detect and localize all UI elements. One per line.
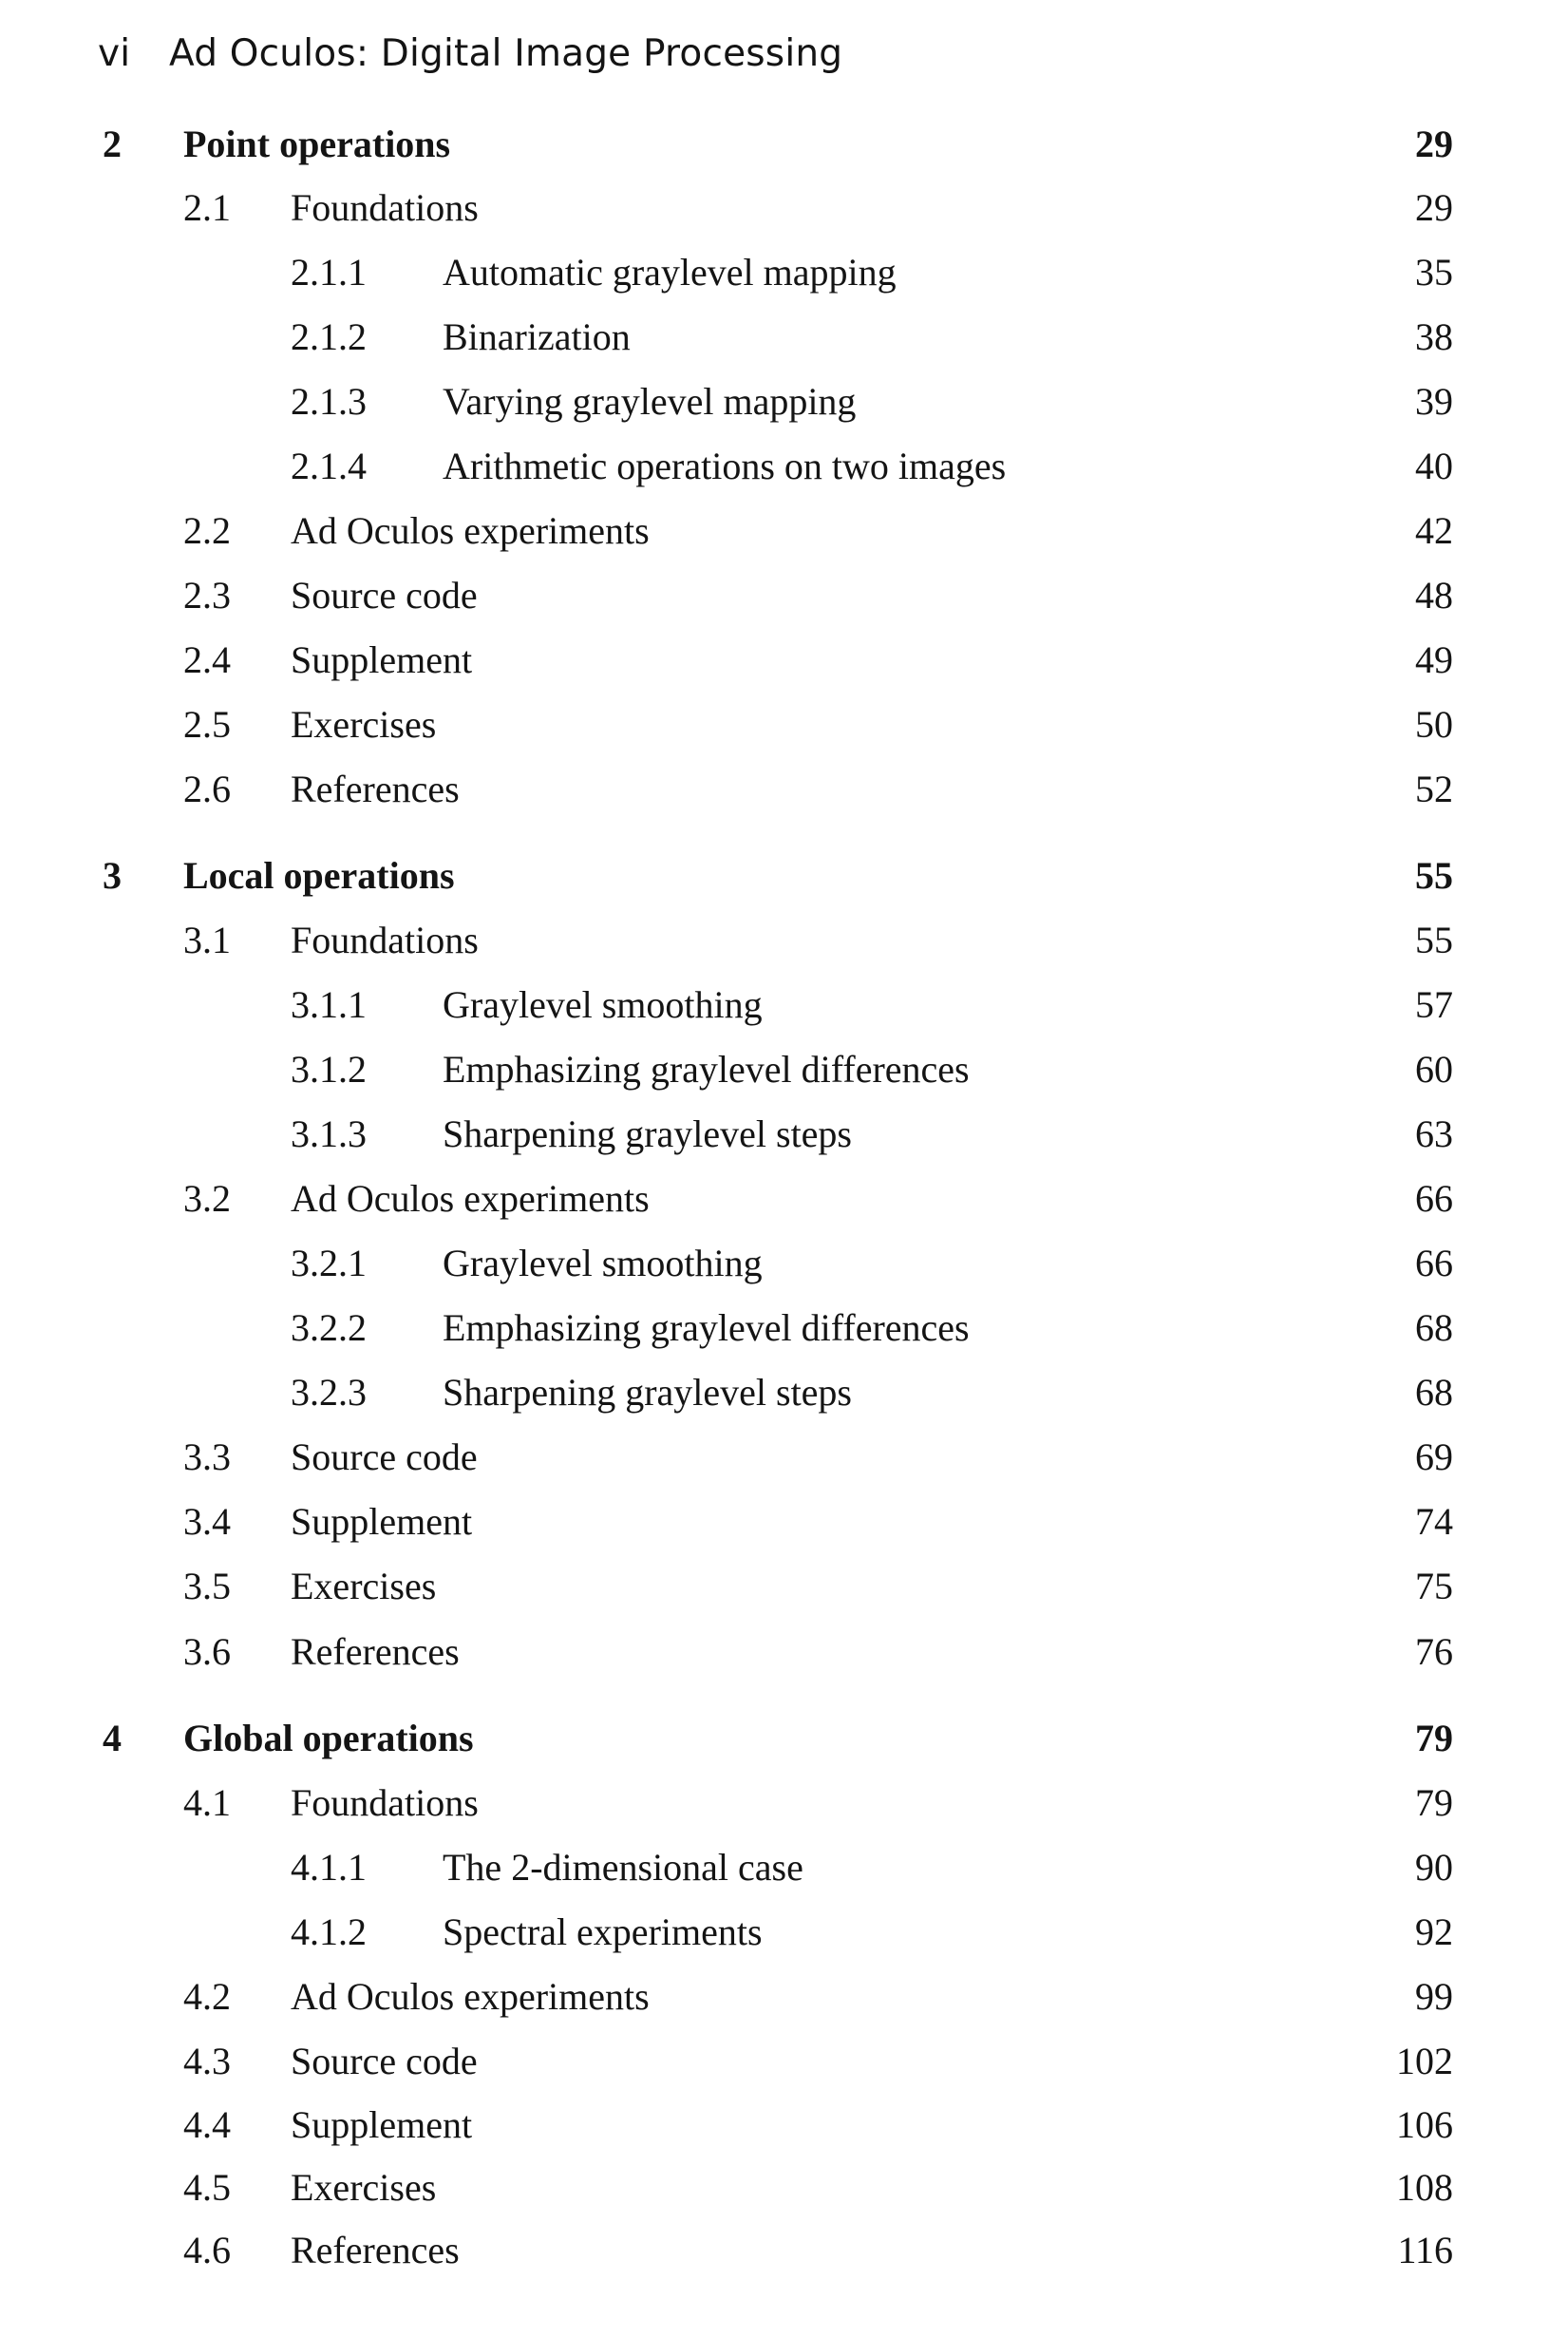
toc-subsection-row [0,1366,1568,1419]
toc-entry-number: 3.2.2 [291,1306,367,1349]
toc-entry-number: 3.1 [183,919,231,961]
toc-subsection-row [0,1302,1568,1355]
toc-entry-title: Graylevel smoothing [443,983,763,1026]
toc-entry-number: 4.2 [183,1975,231,2018]
toc-section-row [0,2224,1568,2277]
toc-subsection-row [0,1043,1568,1096]
toc-entry-page: 48 [1415,574,1453,617]
toc-entry-page: 38 [1415,315,1453,358]
toc-entry-title: Foundations [291,1781,479,1824]
toc-entry-title: Varying graylevel mapping [443,380,857,423]
toc-entry-title: Graylevel smoothing [443,1242,763,1284]
toc-entry-number: 4.1.2 [291,1910,367,1953]
toc-subsection-row [0,1237,1568,1290]
toc-entry-number: 4.1.1 [291,1846,367,1889]
toc-entry-number: 3.1.1 [291,983,367,1026]
toc-section-row [0,1560,1568,1613]
toc-entry-title: Ad Oculos experiments [291,509,650,552]
toc-entry-number: 4 [103,1717,122,1759]
book-title: Ad Oculos: Digital Image Processing [169,31,843,75]
toc-entry-number: 3.1.2 [291,1048,367,1091]
toc-section-row [0,1495,1568,1548]
toc-entry-title: Exercises [291,2166,437,2209]
toc-entry-number: 4.6 [183,2229,231,2271]
toc-entry-number: 2.3 [183,574,231,617]
toc-entry-page: 108 [1396,2166,1453,2209]
toc-entry-page: 69 [1415,1435,1453,1478]
toc-section-row [0,1172,1568,1226]
toc-entry-title: Emphasizing graylevel differences [443,1048,970,1091]
toc-entry-number: 3.4 [183,1500,231,1543]
toc-entry-title: Local operations [183,854,455,897]
toc-entry-page: 35 [1415,251,1453,294]
toc-entry-page: 55 [1415,854,1453,897]
toc-section-row [0,1776,1568,1830]
page-folio: vi [98,31,131,75]
toc-entry-page: 42 [1415,509,1453,552]
toc-entry-title: Source code [291,2040,478,2082]
toc-section-row [0,2099,1568,2152]
toc-chapter-row [0,118,1568,171]
toc-entry-page: 39 [1415,380,1453,423]
toc-entry-page: 99 [1415,1975,1453,2018]
toc-entry-title: The 2-dimensional case [443,1846,803,1889]
toc-entry-number: 3.5 [183,1565,231,1607]
toc-entry-page: 66 [1415,1177,1453,1220]
toc-entry-page: 79 [1415,1717,1453,1759]
toc-entry-page: 90 [1415,1846,1453,1889]
toc-entry-number: 4.1 [183,1781,231,1824]
toc-entry-title: Spectral experiments [443,1910,763,1953]
toc-entry-title: Foundations [291,186,479,229]
toc-section-row [0,914,1568,967]
toc-section-row [0,763,1568,816]
toc-entry-title: Ad Oculos experiments [291,1177,650,1220]
toc-entry-page: 75 [1415,1565,1453,1607]
toc-entry-page: 66 [1415,1242,1453,1284]
toc-entry-page: 79 [1415,1781,1453,1824]
toc-entry-number: 4.3 [183,2040,231,2082]
toc-entry-number: 3.2.3 [291,1371,367,1414]
toc-section-row [0,634,1568,687]
toc-entry-number: 3 [103,854,122,897]
toc-section-row [0,1625,1568,1679]
toc-entry-title: Supplement [291,2103,473,2146]
toc-entry-page: 116 [1397,2229,1453,2271]
toc-entry-number: 2.1.3 [291,380,367,423]
toc-entry-page: 55 [1415,919,1453,961]
toc-entry-page: 68 [1415,1371,1453,1414]
toc-entry-title: Supplement [291,638,473,681]
toc-section-row [0,1431,1568,1484]
toc-entry-title: Automatic graylevel mapping [443,251,897,294]
toc-entry-title: Ad Oculos experiments [291,1975,650,2018]
toc-entry-page: 29 [1415,186,1453,229]
toc-entry-page: 29 [1415,123,1453,165]
toc-section-row [0,504,1568,558]
toc-entry-title: Arithmetic operations on two images [443,445,1007,487]
toc-entry-title: Source code [291,574,478,617]
toc-entry-title: Emphasizing graylevel differences [443,1306,970,1349]
toc-entry-number: 4.4 [183,2103,231,2146]
toc-entry-number: 2.5 [183,703,231,746]
toc-entry-title: Exercises [291,703,437,746]
toc-entry-page: 52 [1415,768,1453,810]
toc-chapter-row [0,849,1568,902]
toc-section-row [0,2161,1568,2214]
toc-entry-page: 60 [1415,1048,1453,1091]
toc-entry-page: 92 [1415,1910,1453,1953]
toc-subsection-row [0,440,1568,493]
toc-entry-title: References [291,1630,460,1673]
toc-section-row [0,2035,1568,2088]
toc-subsection-row [0,1841,1568,1894]
toc-entry-page: 50 [1415,703,1453,746]
toc-entry-number: 2.1.1 [291,251,367,294]
toc-entry-title: Source code [291,1435,478,1478]
toc-entry-title: References [291,2229,460,2271]
toc-entry-number: 2.1 [183,186,231,229]
toc-subsection-row [0,1906,1568,1959]
toc-entry-number: 2.1.4 [291,445,367,487]
toc-entry-number: 2.6 [183,768,231,810]
toc-entry-number: 2.1.2 [291,315,367,358]
toc-entry-page: 76 [1415,1630,1453,1673]
toc-entry-title: Exercises [291,1565,437,1607]
toc-entry-page: 102 [1396,2040,1453,2082]
toc-entry-number: 3.6 [183,1630,231,1673]
toc-entry-title: Supplement [291,1500,473,1543]
toc-subsection-row [0,978,1568,1032]
toc-entry-number: 3.3 [183,1435,231,1478]
toc-subsection-row [0,375,1568,428]
toc-entry-page: 57 [1415,983,1453,1026]
toc-entry-title: Binarization [443,315,631,358]
toc-entry-page: 49 [1415,638,1453,681]
toc-subsection-row [0,1108,1568,1161]
toc-entry-title: References [291,768,460,810]
toc-entry-page: 106 [1396,2103,1453,2146]
toc-entry-number: 2.2 [183,509,231,552]
toc-entry-number: 3.1.3 [291,1112,367,1155]
toc-chapter-row [0,1712,1568,1765]
toc-section-row [0,698,1568,751]
toc-entry-page: 63 [1415,1112,1453,1155]
toc-entry-title: Global operations [183,1717,474,1759]
toc-entry-number: 2 [103,123,122,165]
toc-entry-title: Sharpening graylevel steps [443,1112,852,1155]
toc-section-row [0,181,1568,235]
toc-entry-number: 3.2 [183,1177,231,1220]
toc-entry-number: 2.4 [183,638,231,681]
toc-entry-title: Sharpening graylevel steps [443,1371,852,1414]
toc-entry-title: Foundations [291,919,479,961]
toc-entry-page: 74 [1415,1500,1453,1543]
toc-entry-number: 4.5 [183,2166,231,2209]
toc-entry-title: Point operations [183,123,451,165]
toc-section-row [0,569,1568,622]
toc-subsection-row [0,246,1568,299]
toc-subsection-row [0,311,1568,364]
toc-section-row [0,1970,1568,2024]
toc-entry-page: 40 [1415,445,1453,487]
toc-entry-page: 68 [1415,1306,1453,1349]
toc-entry-number: 3.2.1 [291,1242,367,1284]
